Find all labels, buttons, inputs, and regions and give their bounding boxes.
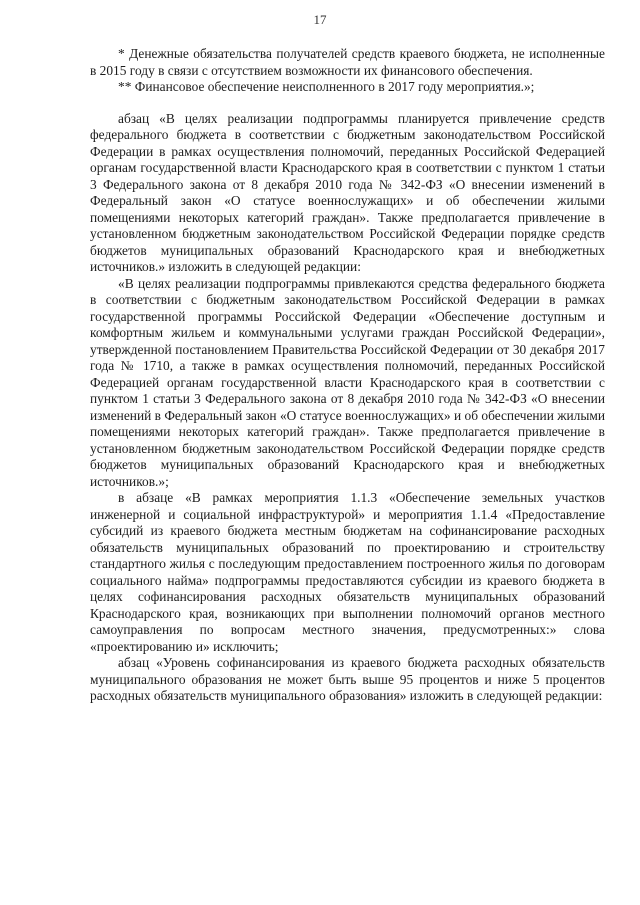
document-body — [90, 46, 605, 705]
paragraph-cofinancing-level: абзац «Уровень софинансирования из краевого бюджета расходных обязательств муниципального образования не может быть выше 95 процентов и ниже 5 процентов расходных обязательств муниципального образования» изложить в следующей редакции: — [90, 655, 605, 703]
paragraph-original-text: абзац «В целях реализации подпрограммы планируется привлечение средств федерального бюджета в соответствии с бюджетным законодательством Российской Федерации в рамках осуществления полномочий, переданных Российской Федерацией органам государственной власти Краснодарского края в соответствии с пунктом 1 статьи 3 Федерального закона от 8 декабря 2010 года № 342-ФЗ «О внесении изменений в Федеральный закон «О статусе военнослужащих» и об обеспечении жилыми помещениями некоторых категорий граждан». Также предполагается привлечение в установленном бюджетным законодательством Российской Федерации порядке средств бюджетов муниципальных образований Краснодарского края и внебюджетных источников.» изложить в следующей редакции: — [90, 110, 605, 274]
footnote-single-star: * Денежные обязательства получателей средств краевого бюджета, не исполненные в 2015 году в связи с отсутствием возможности их финансового обеспечения. — [90, 46, 605, 78]
paragraph-measures-amendment: в абзаце «В рамках мероприятия 1.1.3 «Обеспечение земельных участков инженерной и социальной инфраструктурой» и мероприятия 1.1.4 «Предоставление субсидий из краевого бюджета местным бюджетам на софинансирование расходных обязательств муниципальных образований по проектированию и строительству стандартного жилья с последующим предоставлением построенного жилья по договорам социального найма» подпрограммы предоставляются субсидии из краевого бюджета в целях софинансирования расходных обязательств муниципальных образований Краснодарского края, возникающих при выполнении полномочий органов местного самоуправления по вопросам местного значения, предусмотренных:» слова «проектированию и» исключить; — [90, 490, 605, 654]
footnote-double-star: ** Финансовое обеспечение неисполненного в 2017 году мероприятия.»; — [118, 79, 535, 94]
paragraph-new-text: «В целях реализации подпрограммы привлекаются средства федерального бюджета в соответствии с бюджетным законодательством Российской Федерации в рамках государственной программы Российской Федерации «Обеспечение доступным и комфортным жильем и коммунальными услугами граждан Российской Федерации», утвержденной постановлением Правительства Российской Федерации от 30 декабря 2017 года № 1710, а также в рамках осуществления полномочий, переданных Российской Федерацией органам государственной власти Краснодарского края в соответствии с пунктом 1 статьи 3 Федерального закона от 8 декабря 2010 года № 342-ФЗ «О внесении изменений в Федеральный закон «О статусе военнослужащих» и об обеспечении жилыми помещениями некоторых категорий граждан». Также предполагается привлечение в установленном бюджетным законодательством Российской Федерации порядке средств бюджетов муниципальных образований Краснодарского края и внебюджетных источников.»; — [90, 275, 605, 489]
page-number: 17 — [313, 12, 327, 27]
